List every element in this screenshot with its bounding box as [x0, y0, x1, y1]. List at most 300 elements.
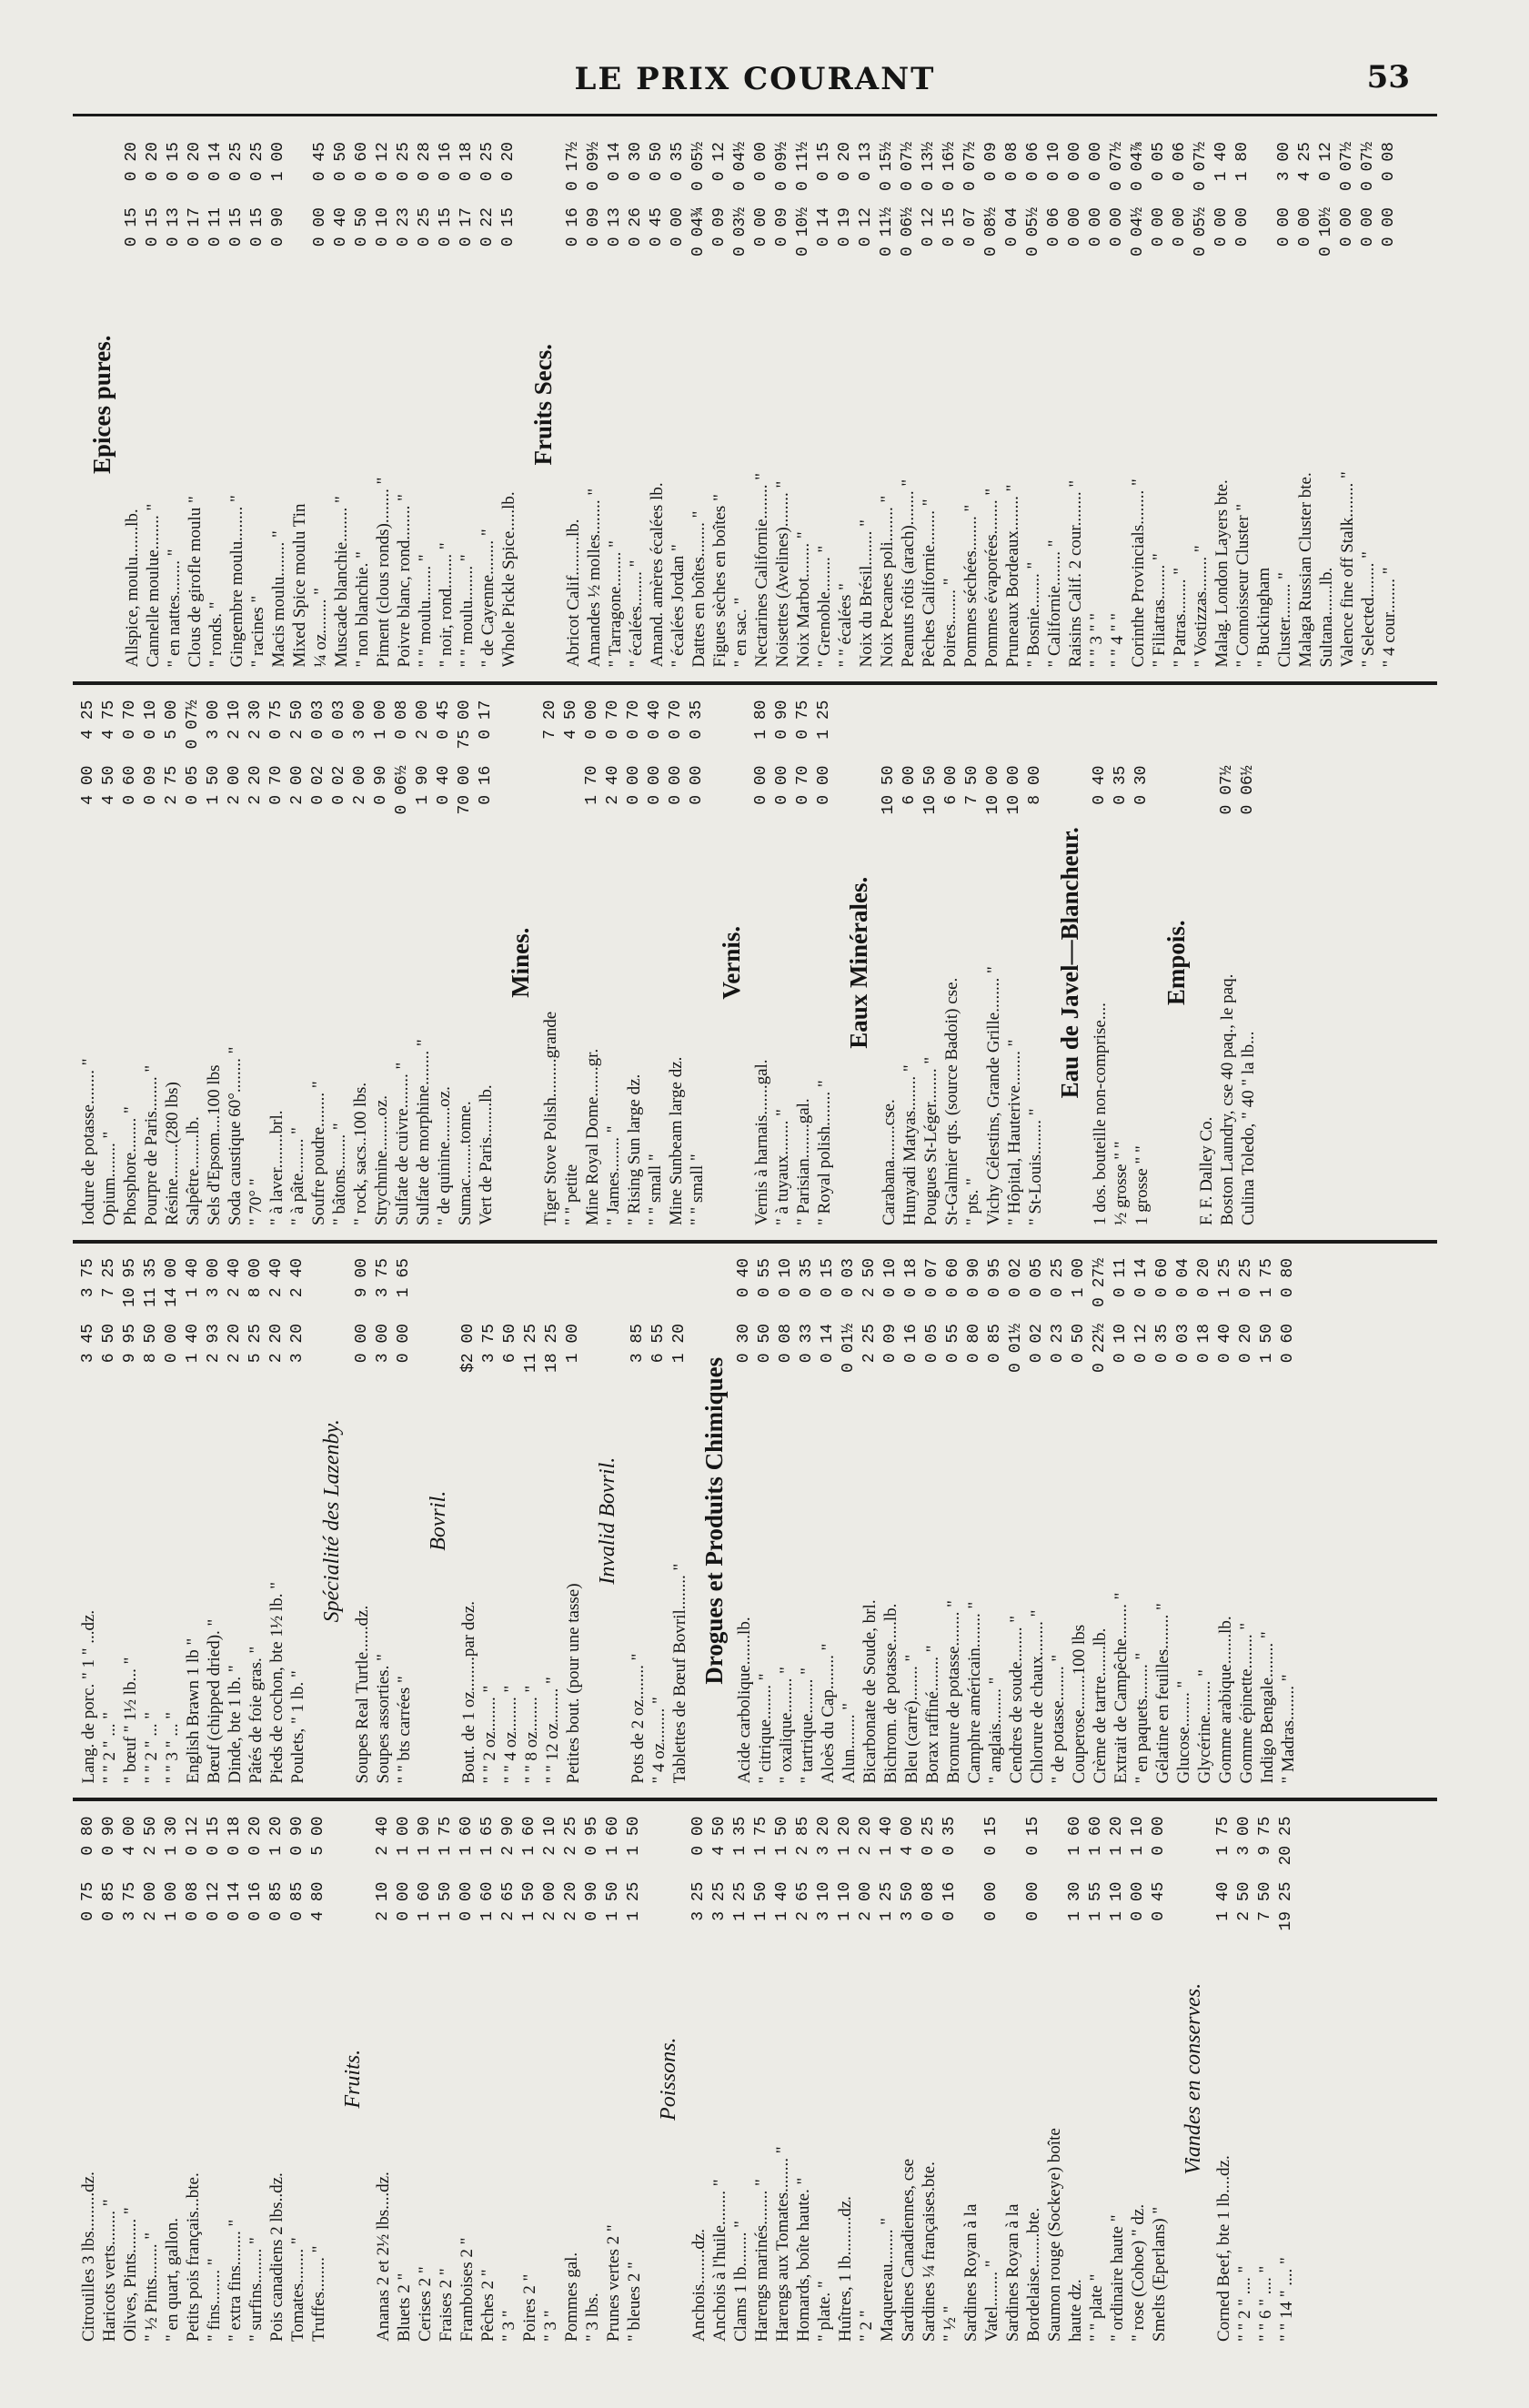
price-row	[225, 1817, 246, 2343]
price-high: 0 95	[986, 1258, 1004, 1298]
item-name: " racines "	[248, 595, 267, 668]
price-row	[1152, 1258, 1173, 1784]
price-row	[1276, 1817, 1297, 2343]
item-name: Couperose........100 lbs	[1070, 1624, 1089, 1784]
price-row	[1316, 142, 1337, 668]
price-row	[162, 1817, 183, 2343]
price-row	[394, 142, 415, 668]
price-row	[563, 1258, 584, 1784]
price-high: 0 25	[478, 142, 497, 182]
price-high: 1 60	[1066, 1816, 1084, 1856]
price-high: 0 15	[1024, 1816, 1042, 1856]
price-row	[1213, 1817, 1234, 2343]
price-high	[563, 1258, 584, 1315]
price-low: 0 04½	[1129, 207, 1147, 257]
item-name: Allspice, moulu.......lb.	[123, 509, 142, 668]
price-high: 0 07½	[184, 700, 202, 750]
price-high	[458, 1258, 479, 1315]
price-row	[1044, 1817, 1065, 2343]
price-row	[603, 700, 624, 1226]
price-row	[687, 700, 708, 1226]
page-header	[73, 50, 1437, 116]
item-name: Dattes en boîtes........ "	[689, 510, 709, 668]
price-high: 0 70	[604, 700, 622, 740]
price-high: 0 90	[965, 1258, 983, 1298]
price-row	[1004, 700, 1025, 1226]
item-name: 1 grosse " "	[1132, 1145, 1152, 1225]
price-high: 0 07½	[899, 142, 917, 192]
price-high: 0 10	[1045, 142, 1063, 182]
item-name: Pruneaux Bordeaux........ "	[1003, 484, 1022, 668]
price-row	[225, 700, 246, 1226]
price-high: 0 00	[1150, 1816, 1168, 1856]
section-title: Epices pures.	[88, 335, 116, 475]
price-high: 2 40	[374, 1816, 392, 1856]
price-row	[920, 700, 941, 1226]
item-name: " Grenoble........ "	[815, 545, 834, 668]
item-name: Framboises 2 "	[458, 2237, 477, 2342]
price-row	[793, 700, 814, 1226]
price-high: 1 20	[1108, 1816, 1126, 1856]
price-row	[985, 1258, 1006, 1784]
item-name: Iodure de potasse........ "	[79, 1058, 98, 1225]
price-high: 4 25	[79, 700, 97, 740]
price-high: 0 00	[1066, 142, 1084, 182]
price-low: 4 80	[309, 1881, 327, 1921]
item-name: " écalées........ "	[627, 559, 646, 668]
price-row	[624, 1817, 645, 2343]
item-name: Tablettes de Bœuf Bovril........ "	[670, 1563, 689, 1784]
price-row	[1170, 142, 1191, 668]
price-row	[709, 142, 730, 668]
price-high: 4 50	[562, 700, 580, 740]
item-name: Glycérine........ "	[1195, 1669, 1214, 1784]
rotated-price-table	[73, 127, 1437, 2356]
price-row	[350, 700, 371, 1226]
item-name: " oxalique........ "	[777, 1667, 796, 1784]
item-name: " " 12 oz........ "	[543, 1677, 562, 1784]
item-name: English Brawn 1 lb "	[184, 1637, 203, 1784]
price-row	[308, 1817, 329, 2343]
price-high: 0 05½	[689, 142, 708, 192]
price-row	[877, 142, 898, 668]
price-high: 2 20	[857, 1816, 875, 1856]
item-name: Mine Royal Dome.......gr.	[583, 1048, 602, 1225]
price-low: 0 00	[395, 1324, 413, 1364]
price-low: 1 50	[437, 1881, 455, 1921]
item-name: Hunyadi Matyas........ "	[900, 1064, 920, 1225]
item-name: " 70° "	[246, 1178, 266, 1225]
item-name: Piment (clous ronds)........ "	[374, 477, 393, 668]
price-row	[415, 1817, 436, 2343]
price-high: 1 25	[1216, 1258, 1234, 1298]
price-low: 0 30	[1132, 765, 1151, 805]
price-high: 0 07½	[961, 142, 980, 192]
price-high: 4 00	[121, 1816, 139, 1856]
price-low: 6 55	[649, 1324, 668, 1364]
price-row	[310, 142, 331, 668]
item-name: Olives, Pints........ "	[121, 2207, 140, 2342]
price-row	[540, 700, 561, 1226]
section-title: Eau de Javel—Blancheur.	[1056, 827, 1083, 1099]
price-row	[267, 700, 287, 1226]
item-name: Bleu (carré)........ "	[902, 1654, 921, 1784]
price-high: 1 20	[267, 1816, 286, 1856]
price-low: 0 90	[269, 207, 287, 247]
price-high: 0 03	[330, 700, 348, 740]
price-row	[879, 700, 900, 1226]
price-high: 0 10	[142, 700, 160, 740]
price-high: 3 00	[205, 1258, 223, 1298]
item-name: " plate. "	[815, 2281, 834, 2342]
price-high: 0 00	[1087, 142, 1105, 182]
price-row	[645, 700, 666, 1226]
price-high: 5 00	[309, 1816, 327, 1856]
price-high: 1 00	[372, 700, 390, 740]
price-low: 0 45	[648, 207, 666, 247]
item-name: Anchois à l'huile........ "	[710, 2179, 729, 2342]
price-low: 0 70	[267, 765, 286, 805]
price-low: 0 15	[144, 207, 162, 247]
price-low: 6 00	[942, 765, 961, 805]
price-low: 0 15	[437, 207, 455, 247]
price-row	[329, 700, 350, 1226]
item-name: Vernis à harnais.......gal.	[752, 1059, 771, 1225]
item-name: Dinde, bte 1 lb. "	[226, 1665, 245, 1784]
price-row	[626, 142, 647, 668]
item-name: " " 8 oz........ "	[522, 1685, 541, 1784]
price-high: 2 30	[246, 700, 265, 740]
price-row	[689, 1817, 709, 2343]
item-name: Aloès du Cap........ "	[819, 1643, 838, 1784]
price-low: 0 12	[205, 1881, 223, 1921]
price-row	[521, 1258, 542, 1784]
item-name: Valence fine off Stalk........ "	[1338, 471, 1357, 668]
price-low: 3 45	[79, 1324, 97, 1364]
price-high: 1 80	[752, 700, 770, 740]
price-low: 9 95	[121, 1324, 139, 1364]
item-name: " à laver........brl.	[267, 1110, 287, 1225]
price-low: 0 35	[1153, 1324, 1172, 1364]
price-row	[226, 142, 247, 668]
price-high	[962, 700, 983, 757]
price-low: 0 35	[1112, 765, 1130, 805]
price-high: 0 50	[648, 142, 666, 182]
price-high: 1 65	[478, 1816, 497, 1856]
item-name: " Connoisseur Cluster "	[1233, 503, 1252, 668]
price-low: 0 03½	[731, 207, 749, 257]
price-high	[1196, 700, 1217, 757]
item-name: " citrique........ "	[756, 1673, 775, 1784]
price-high: 2 85	[794, 1816, 812, 1856]
item-name: Poivre blanc, rond........ "	[395, 494, 414, 668]
price-row	[772, 700, 793, 1226]
price-low: 0 06½	[899, 207, 917, 257]
price-row	[793, 1817, 814, 2343]
item-name: " bœuf " 1½ lb... "	[121, 1657, 140, 1784]
price-low: 0 00	[752, 207, 770, 247]
price-row	[961, 142, 981, 668]
price-row	[141, 700, 162, 1226]
price-row	[1111, 1258, 1132, 1784]
item-name: Harengs marinés........ "	[752, 2179, 771, 2342]
price-row	[267, 1258, 287, 1784]
price-high: 1 30	[163, 1816, 181, 1856]
price-low	[1253, 207, 1274, 264]
price-row	[584, 142, 605, 668]
price-low: 0 50	[353, 207, 371, 247]
price-low: 3 25	[689, 1881, 708, 1921]
price-high: 0 06	[1024, 142, 1042, 182]
item-name: Pieds de cochon, bte 1½ lb. "	[267, 1582, 287, 1784]
item-name: Harengs aux Tomates........ "	[773, 2146, 792, 2342]
price-row	[1002, 1817, 1023, 2343]
price-low: 0 10	[1112, 1324, 1130, 1364]
price-low: 1 50	[520, 1881, 538, 1921]
item-name: Bluets 2 "	[395, 2272, 414, 2342]
price-row	[476, 700, 497, 1226]
price-row	[394, 1258, 415, 1784]
item-name: Raisins Calif. 2 cour........ "	[1066, 479, 1085, 668]
section-title: Bovril.	[427, 1490, 450, 1551]
price-high	[1004, 700, 1025, 757]
price-high: 0 20	[123, 142, 141, 182]
price-row	[141, 1817, 162, 2343]
price-row	[225, 1258, 246, 1784]
item-name: Chlorure de chaux........ "	[1028, 1609, 1047, 1784]
price-row	[498, 142, 519, 668]
price-row	[1023, 1817, 1044, 2343]
price-low: 0 16	[477, 765, 495, 805]
price-high: 0 00	[583, 700, 601, 740]
price-low: 2 20	[562, 1881, 580, 1921]
price-row	[331, 142, 352, 668]
price-high: 9 75	[1256, 1816, 1274, 1856]
price-low: 1 00	[564, 1324, 582, 1364]
price-high: 7 25	[100, 1258, 118, 1298]
price-low: 0 00	[1338, 207, 1356, 247]
price-row	[1065, 142, 1086, 668]
price-high: 0 12	[1317, 142, 1335, 182]
price-row	[519, 1817, 540, 2343]
price-row	[835, 1817, 856, 2343]
price-high: 0 75	[267, 700, 286, 740]
price-high: 0 15½	[878, 142, 896, 192]
price-row	[373, 1258, 394, 1784]
price-low: 2 00	[857, 1881, 875, 1921]
price-row	[919, 142, 940, 668]
price-low	[1044, 1882, 1065, 1939]
price-high: 3 20	[815, 1816, 833, 1856]
price-row	[99, 1258, 120, 1784]
price-row	[204, 1258, 225, 1784]
item-name: Pommes séchées........ "	[961, 504, 981, 668]
price-low: 0 00	[311, 207, 329, 247]
price-high: 0 90	[100, 1816, 118, 1856]
price-low: 2 00	[226, 765, 244, 805]
price-low: 0 06	[1045, 207, 1063, 247]
item-name: Abricot Calif.........lb.	[564, 519, 583, 668]
price-row	[751, 142, 772, 668]
item-name: Whole Pickle Spice.....lb.	[499, 491, 518, 668]
price-low: 1 40	[184, 1324, 202, 1364]
price-row	[940, 142, 961, 668]
price-low: 0 80	[965, 1324, 983, 1364]
price-row	[961, 1817, 981, 2343]
item-name: Bichrom. de potasse.....lb.	[881, 1603, 900, 1784]
price-high: 1 60	[604, 1816, 622, 1856]
price-row	[1044, 142, 1065, 668]
price-low: 0 40	[332, 207, 350, 247]
price-high: 0 02	[1007, 1258, 1025, 1298]
item-name: Salpêtre........lb.	[184, 1116, 203, 1225]
price-low: 0 13	[165, 207, 183, 247]
price-high: 0 25	[227, 142, 246, 182]
price-high	[1044, 1817, 1065, 1873]
price-low: 0 15	[941, 207, 959, 247]
price-row	[772, 142, 793, 668]
item-name: Pois canadiens 2 lbs..dz.	[267, 2172, 287, 2342]
item-name: " Selected........ "	[1359, 551, 1378, 668]
item-name: Haricots verts........ "	[100, 2199, 119, 2342]
price-high: 1 35	[731, 1816, 749, 1856]
item-name: " Patras........ "	[1171, 568, 1190, 668]
price-low: 0 15	[248, 207, 267, 247]
price-row	[793, 142, 814, 668]
price-high: 2 50	[288, 700, 307, 740]
item-name: Camphre américain........ "	[965, 1601, 984, 1784]
item-name: " surfins........ "	[246, 2237, 266, 2342]
price-row	[860, 1258, 880, 1784]
price-low: 0 08	[920, 1881, 938, 1921]
price-low: 0 08	[184, 1881, 202, 1921]
price-low: 0 05½	[1024, 207, 1042, 257]
price-low: 19 25	[1277, 1881, 1295, 1931]
item-name: " " 3 " "	[1087, 612, 1106, 668]
price-high: 1 60	[1087, 1816, 1105, 1856]
price-high: 0 15	[982, 1816, 1001, 1856]
price-high: 7 20	[541, 700, 559, 740]
price-low: 2 93	[205, 1324, 223, 1364]
price-high: 1 10	[1129, 1816, 1147, 1856]
price-low: 0 23	[395, 207, 413, 247]
item-name: Poires 2 "	[520, 2273, 539, 2342]
price-high	[1253, 142, 1274, 198]
price-low: 1 10	[1108, 1881, 1126, 1921]
price-high: 9 00	[353, 1258, 371, 1298]
item-name: " tartrique........ "	[798, 1667, 817, 1784]
price-high: 0 05	[1028, 1258, 1046, 1298]
price-high: 1 00	[395, 1816, 413, 1856]
price-row	[122, 142, 143, 668]
item-name: Crème de tartre.......lb.	[1091, 1627, 1110, 1784]
item-name: " " moulu........ "	[458, 554, 477, 668]
price-columns	[73, 127, 1437, 2356]
item-name: Pommes gal.	[562, 2252, 581, 2342]
item-name: Malag. London Layers bte.	[1212, 479, 1232, 668]
price-low: 0 85	[288, 1881, 307, 1921]
price-low: 0 14	[815, 207, 833, 247]
price-row	[415, 142, 436, 668]
item-name: Prunes vertes 2 "	[604, 2224, 623, 2342]
price-low: 18 25	[543, 1324, 561, 1374]
price-row	[1255, 1817, 1276, 2343]
price-low: 0 10	[374, 207, 392, 247]
price-low: 3 75	[121, 1881, 139, 1921]
price-high: 0 04½	[731, 142, 749, 192]
price-low: 0 40	[1216, 1324, 1234, 1364]
price-row	[1027, 1258, 1048, 1784]
price-low: 2 00	[351, 765, 369, 805]
price-low: 0 00	[752, 765, 770, 805]
price-low	[540, 766, 561, 822]
price-high	[669, 1258, 690, 1315]
price-low: 0 11	[206, 207, 225, 247]
item-name: Vichy Célestins, Grande Grille........ "	[984, 966, 1003, 1225]
price-low: 0 12	[920, 207, 938, 247]
item-name: Truffes........ "	[309, 2245, 328, 2342]
price-high: 0 14	[1132, 1258, 1151, 1298]
item-name: Soda caustique 60°........ "	[226, 1046, 245, 1225]
price-row	[308, 700, 329, 1226]
price-high: 0 50	[332, 142, 350, 182]
section-title: Spécialité des Lazenby.	[320, 1419, 344, 1623]
price-row	[164, 142, 185, 668]
price-low: 0 15	[499, 207, 518, 247]
item-name: Vert de Paris........lb.	[477, 1084, 496, 1225]
price-row	[394, 1817, 415, 2343]
price-low: 10 50	[880, 765, 898, 815]
section-title: Mines.	[507, 927, 534, 998]
price-row	[1149, 1817, 1170, 2343]
item-name: Petits pois français...bte.	[184, 2172, 203, 2342]
price-row	[582, 1817, 603, 2343]
price-row	[797, 1258, 818, 1784]
price-row	[246, 1817, 267, 2343]
price-row	[1111, 700, 1132, 1226]
price-low: 1 60	[478, 1881, 497, 1921]
price-row	[983, 700, 1004, 1226]
item-name: Sumac........tonne.	[456, 1101, 475, 1225]
price-row	[436, 1817, 457, 2343]
price-low: 2 20	[246, 765, 265, 805]
price-row	[1107, 1817, 1128, 2343]
price-low: 2 20	[226, 1324, 244, 1364]
price-row	[919, 1817, 940, 2343]
price-high: 0 18	[902, 1258, 920, 1298]
price-row	[392, 700, 413, 1226]
item-name: " Buckingham	[1254, 567, 1273, 668]
price-high: 0 28	[416, 142, 434, 182]
item-name: " " écalées "	[836, 583, 855, 668]
price-low: 0 85	[986, 1324, 1004, 1364]
price-low: 0 17	[186, 207, 204, 247]
item-name: Mine Sunbeam large dz.	[667, 1056, 686, 1225]
price-low: 1 55	[1087, 1881, 1105, 1921]
price-high: 2 40	[288, 1258, 307, 1298]
price-low: $2 00	[459, 1324, 478, 1374]
price-row	[1217, 700, 1238, 1226]
price-high: 0 70	[667, 700, 685, 740]
item-name: Cendres de soude........ "	[1007, 1615, 1026, 1784]
item-name: " James........ "	[604, 1125, 623, 1225]
price-high: 1 60	[458, 1816, 476, 1856]
price-low: 0 25	[416, 207, 434, 247]
price-low: 0 26	[627, 207, 645, 247]
price-row	[458, 1258, 479, 1784]
item-name: " extra fins........ "	[226, 2219, 245, 2342]
item-name: Tomates........ "	[288, 2237, 307, 2342]
